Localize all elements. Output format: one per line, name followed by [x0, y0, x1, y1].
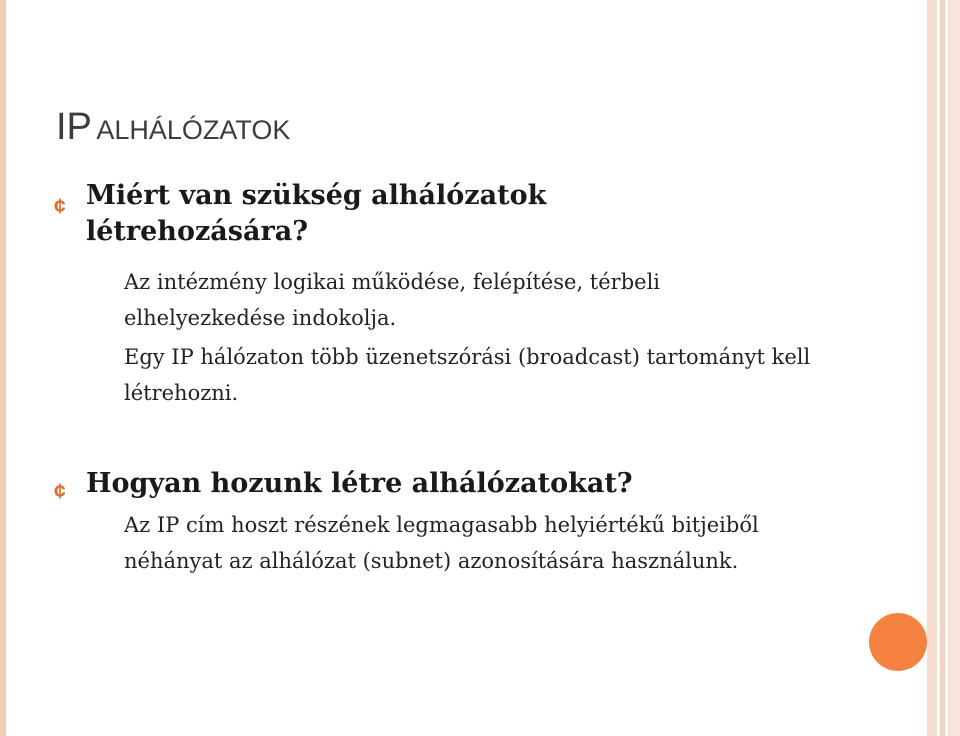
- bullet-icon: ¢: [54, 195, 66, 218]
- decorative-circle: [869, 613, 927, 671]
- question-2: Hogyan hozunk létre alhálózatokat?: [86, 468, 633, 499]
- answer-1-2: Egy IP hálózaton több üzenetszórási (broadcast) tartományt kell létrehozni.: [124, 345, 811, 405]
- slide-title-main: IP: [56, 106, 92, 148]
- bullet-icon: ¢: [54, 480, 66, 503]
- right-decorative-stripe: [927, 0, 937, 736]
- answer-2-1: Az IP cím hoszt részének legmagasabb helyiértékű bitjeiből néhányat az alhálózat (subnet) azonosítására használunk.: [124, 513, 759, 573]
- question-1: Miért van szükség alhálózatok létrehozására?: [86, 180, 547, 247]
- slide-title: [56, 106, 290, 149]
- left-decorative-stripe: [0, 0, 6, 736]
- answer-1-1: Az intézmény logikai működése, felépítése, térbeli elhelyezkedése indokolja.: [124, 270, 661, 330]
- slide-title-rest: ALHÁLÓZATOK: [96, 115, 291, 145]
- right-decorative-stripe: [948, 0, 960, 736]
